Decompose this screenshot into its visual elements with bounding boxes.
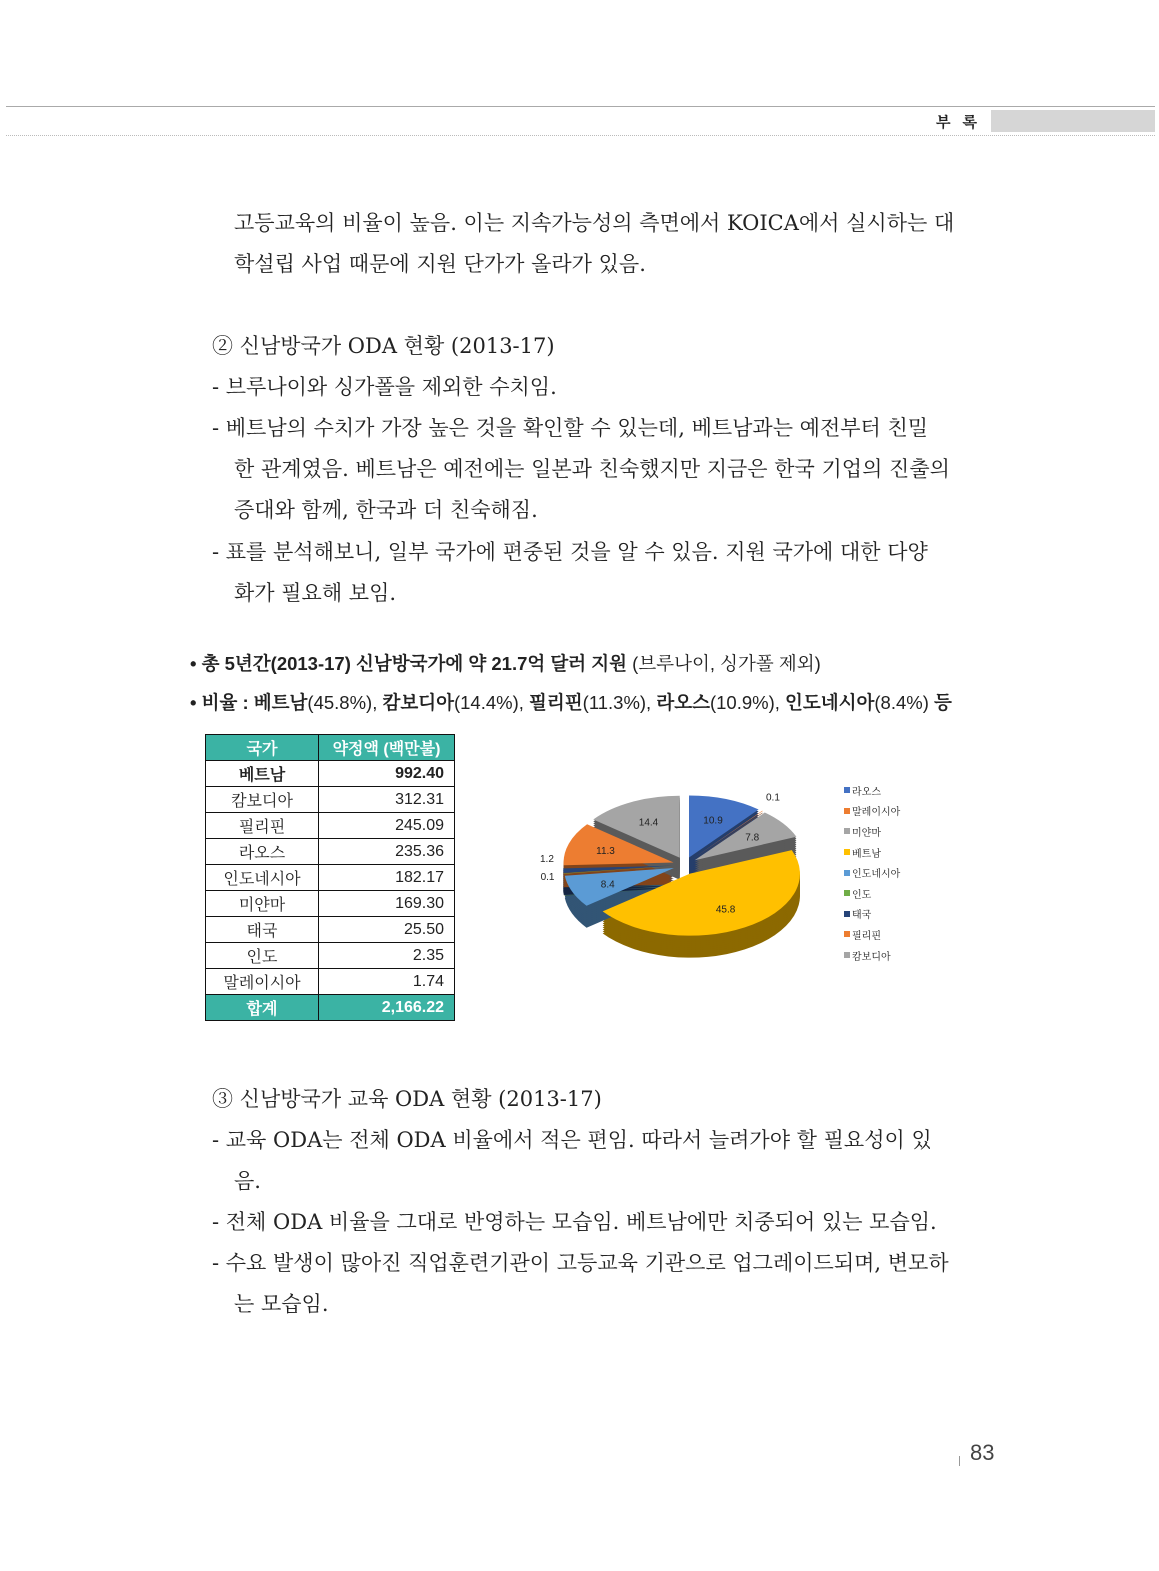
legend-item: [844, 945, 900, 966]
bp: (10.9%),: [709, 692, 786, 713]
data-label: 45.8: [715, 904, 736, 916]
paragraph-line: 화가 필요해 보임.: [234, 581, 397, 605]
total-row: [206, 995, 455, 1021]
amount-cell: 1.74: [319, 969, 455, 995]
amount-cell: 245.09: [319, 813, 455, 839]
header-bar: [991, 110, 1155, 132]
paragraph-line: 한 관계였음. 베트남은 예전에는 일본과 친숙했지만 지금은 한국 기업의 진출의: [234, 457, 950, 481]
amount-cell: 2.35: [319, 943, 455, 969]
legend-label: 말레이시아: [852, 807, 901, 819]
paragraph-line: - 베트남의 수치가 가장 높은 것을 확인할 수 있는데, 베트남과는 예전부터 친밀: [212, 416, 929, 440]
ratio-bullet: [190, 689, 952, 715]
legend-label: 미얀마: [852, 827, 881, 839]
country-cell: 베트남: [206, 761, 319, 787]
header-rule: [6, 106, 1155, 107]
paragraph-line: - 전체 ODA 비율을 그대로 반영하는 모습임. 베트남에만 치중되어 있는 모습임.: [212, 1210, 937, 1234]
total-value: 2,166.22: [319, 995, 455, 1021]
amount-cell: 312.31: [319, 787, 455, 813]
country-cell: 캄보디아: [206, 787, 319, 813]
country-cell: 필리핀: [206, 813, 319, 839]
paragraph-line: 학설립 사업 때문에 지원 단가가 올라가 있음.: [234, 252, 646, 276]
table-row: [206, 969, 455, 995]
paragraph-line: 증대와 함께, 한국과 더 친숙해짐.: [234, 498, 538, 522]
legend-item: [844, 842, 900, 863]
legend-swatch: [844, 911, 850, 917]
legend-swatch: [844, 931, 850, 937]
data-label: 1.2: [540, 854, 554, 866]
bp: (14.4%),: [453, 692, 530, 713]
amount-cell: 992.40: [319, 761, 455, 787]
table-row: [206, 787, 455, 813]
page-number-divider: [959, 1456, 960, 1466]
total-label: 합계: [206, 995, 319, 1021]
bp: 필리핀: [529, 692, 583, 713]
bp: 등: [934, 692, 952, 713]
legend-swatch: [844, 849, 850, 855]
chart-legend: [844, 780, 900, 965]
paragraph-line: - 수요 발생이 많아진 직업훈련기관이 고등교육 기관으로 업그레이드되며, 변모하: [212, 1251, 949, 1275]
table-row: [206, 865, 455, 891]
paragraph-line: 음.: [234, 1169, 261, 1193]
paragraph-line: 고등교육의 비율이 높음. 이는 지속가능성의 측면에서 KOICA에서 실시하는 대: [234, 211, 955, 235]
amount-cell: 182.17: [319, 865, 455, 891]
legend-swatch: [844, 952, 850, 958]
country-cell: 말레이시아: [206, 969, 319, 995]
country-cell: 인도네시아: [206, 865, 319, 891]
section-heading: ② 신남방국가 ODA 현황 (2013-17): [212, 334, 555, 358]
country-cell: 태국: [206, 917, 319, 943]
bp: (11.3%),: [582, 692, 657, 713]
table-row: [206, 761, 455, 787]
pie-chart: [520, 770, 840, 970]
legend-swatch: [844, 828, 850, 834]
data-label: 7.8: [745, 832, 760, 844]
data-label: 11.3: [596, 846, 615, 858]
bullet-rest: (브루나이, 싱가폴 제외): [627, 653, 821, 674]
bp: (45.8%),: [307, 692, 383, 713]
legend-swatch: [844, 787, 850, 793]
legend-item: [844, 862, 900, 883]
paragraph-line: - 브루나이와 싱가폴을 제외한 수치임.: [212, 375, 557, 399]
bp: 라오스: [656, 692, 710, 713]
legend-label: 라오스: [852, 786, 881, 798]
country-cell: 미얀마: [206, 891, 319, 917]
bp: 인도네시아: [785, 692, 875, 713]
country-cell: 라오스: [206, 839, 319, 865]
bullet-bold: • 총 5년간(2013-17) 신남방국가에 약 21.7억 달러 지원: [190, 653, 628, 674]
section-header: 부록: [936, 113, 989, 131]
legend-label: 캄보디아: [852, 951, 891, 963]
legend-item: [844, 904, 900, 925]
legend-item: [844, 801, 900, 822]
legend-item: [844, 924, 900, 945]
legend-item: [844, 780, 900, 801]
data-label: 14.4: [638, 817, 659, 829]
data-label: 0.1: [765, 792, 780, 804]
legend-item: [844, 821, 900, 842]
summary-bullet: [190, 650, 821, 676]
table-row: [206, 839, 455, 865]
paragraph-line: - 교육 ODA는 전체 ODA 비율에서 적은 편임. 따라서 늘려가야 할 필요성이 있: [212, 1128, 932, 1152]
country-cell: 인도: [206, 943, 319, 969]
amount-cell: 169.30: [319, 891, 455, 917]
oda-table: [205, 734, 455, 1021]
legend-label: 필리핀: [852, 930, 881, 942]
col-header: 국가: [206, 735, 319, 761]
bp: • 비율 : 베트남: [190, 692, 308, 713]
amount-cell: 235.36: [319, 839, 455, 865]
table-row: [206, 943, 455, 969]
legend-swatch: [844, 870, 850, 876]
table-row: [206, 917, 455, 943]
table-row: [206, 891, 455, 917]
section-heading: ③ 신남방국가 교육 ODA 현황 (2013-17): [212, 1087, 602, 1111]
header-dotted-rule: [6, 135, 1155, 136]
table-row: [206, 813, 455, 839]
legend-item: [844, 883, 900, 904]
legend-label: 인도: [852, 889, 872, 901]
page-number: 83: [970, 1440, 995, 1465]
legend-swatch: [844, 808, 850, 814]
legend-label: 베트남: [852, 848, 881, 860]
paragraph-line: - 표를 분석해보니, 일부 국가에 편중된 것을 알 수 있음. 지원 국가에 대한 다양: [212, 540, 928, 564]
data-label: 0.1: [540, 871, 555, 883]
amount-cell: 25.50: [319, 917, 455, 943]
legend-label: 태국: [852, 910, 872, 922]
bp: 캄보디아: [382, 692, 454, 713]
legend-swatch: [844, 890, 850, 896]
legend-label: 인도네시아: [852, 869, 901, 881]
data-label: 8.4: [600, 879, 615, 891]
paragraph-line: 는 모습임.: [234, 1292, 329, 1316]
col-header: 약정액 (백만불): [319, 735, 455, 761]
data-label: 10.9: [703, 815, 723, 827]
bp: (8.4%): [874, 692, 935, 713]
